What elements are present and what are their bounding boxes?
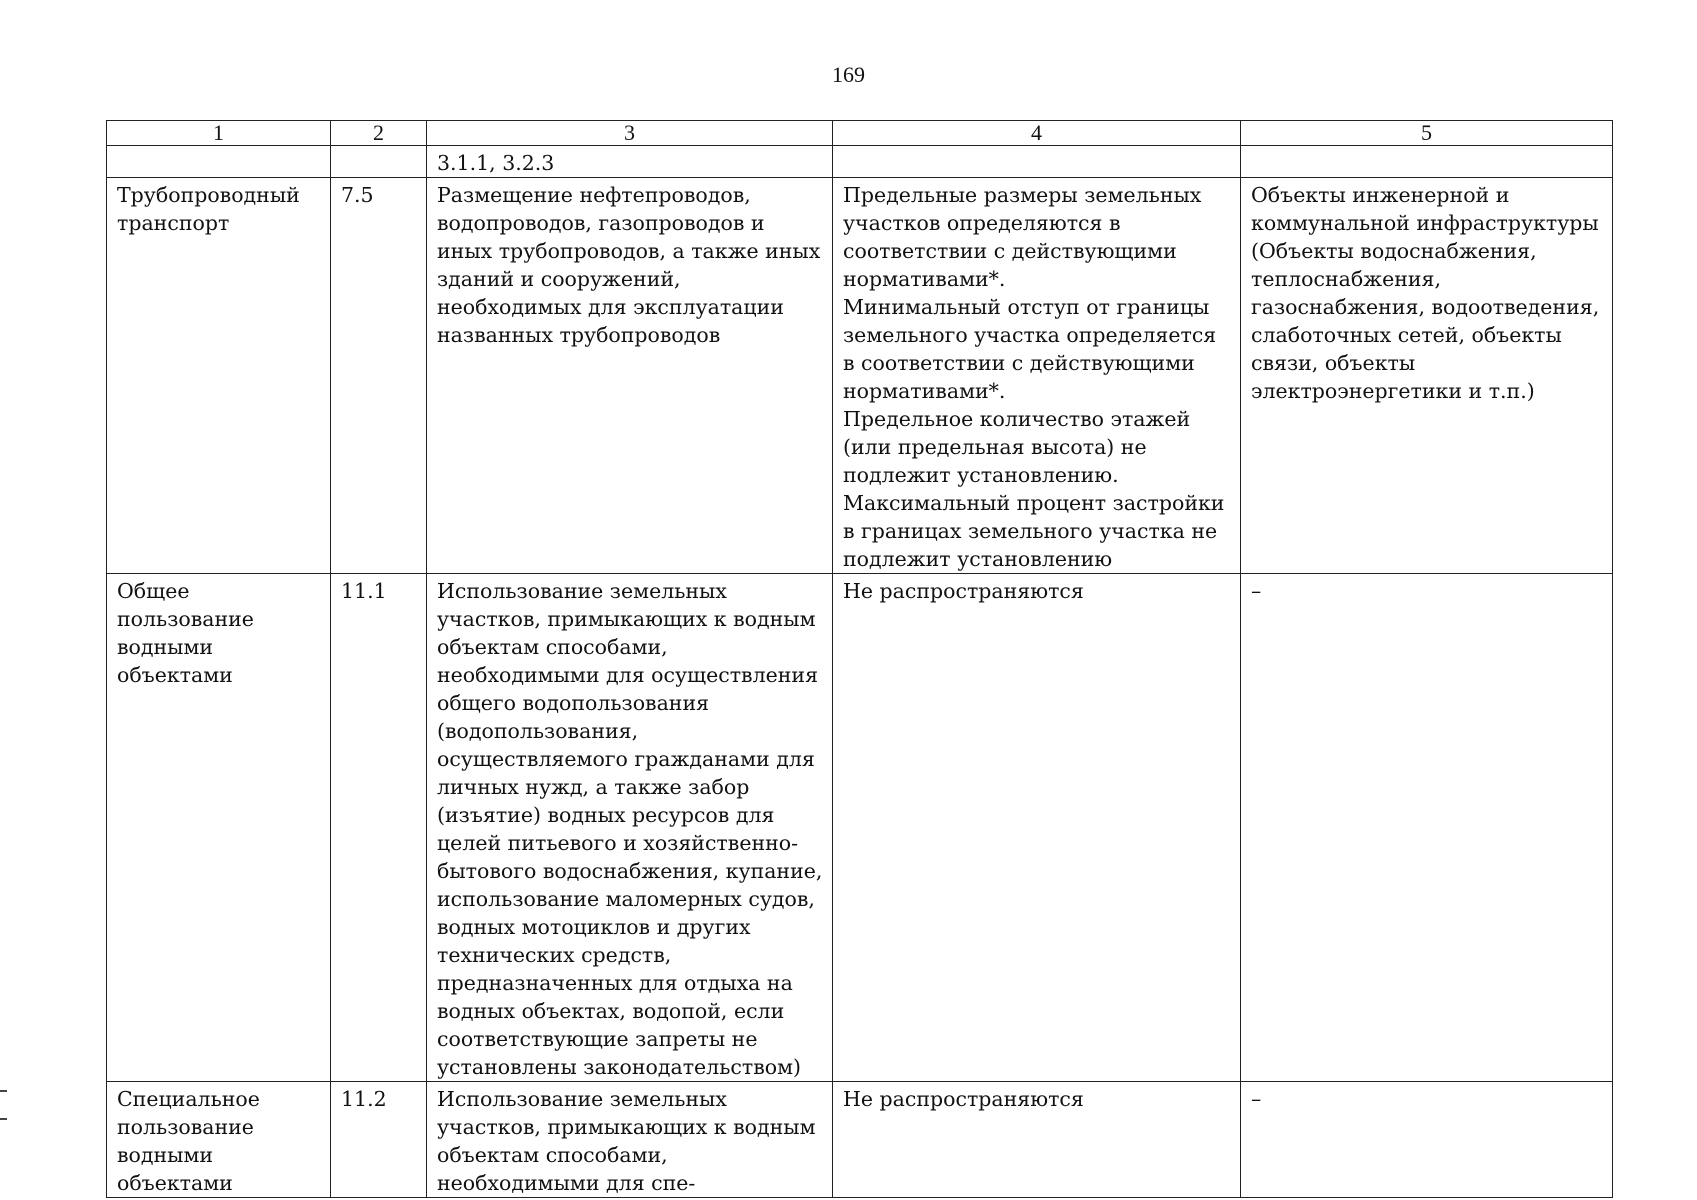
- use-type-code: 11.1: [331, 574, 427, 1082]
- parameter-line: Не распространяются: [843, 579, 1084, 603]
- use-type-name: Специальное пользование водными объектами: [107, 1082, 331, 1198]
- parameters-cell: [833, 1082, 1241, 1198]
- page-number: 169: [832, 62, 865, 87]
- use-type-description: Размещение нефтепроводов, водопроводов, газопроводов и иных трубопроводов, а также иных зданий и сооружений, необходимых для эксплуатации названных трубопроводов: [427, 178, 833, 574]
- parameter-line: Предельные размеры земельных участков определяются в соответствии с действующими нормативами*.: [843, 183, 1202, 291]
- table-row: [107, 1082, 1613, 1198]
- margin-tick: [0, 1118, 7, 1120]
- parameters-cell: [833, 574, 1241, 1082]
- parameter-line: Максимальный процент застройки в границах земельного участка не подлежит установлению: [843, 491, 1225, 571]
- use-type-name: Трубопроводный транспорт: [107, 178, 331, 574]
- permitted-objects: –: [1241, 1082, 1613, 1198]
- parameters-cell: [833, 178, 1241, 574]
- parameter-line: Не распространяются: [843, 1087, 1084, 1111]
- use-type-description: Использование земельных участков, примыкающих к водным объектам способами, необходимыми для осуществления общего водопользования (водопользования, осуществляемого гражданами для личных нужд, а также забор (изъятие) водных ресурсов для целей питьевого и хозяйственно-бытового водоснабжения, купание, использование маломерных судов, водных мотоциклов и других технических средств, предназначенных для отдыха на водных объектах, водопой, если соответствующие запреты не установлены законодательством): [427, 574, 833, 1082]
- header-col-3: 3: [427, 121, 833, 146]
- margin-tick: [0, 1090, 7, 1092]
- use-type-code: 11.2: [331, 1082, 427, 1198]
- permitted-objects: –: [1241, 574, 1613, 1082]
- continuation-cell-5: [1241, 146, 1613, 178]
- table-row: [107, 574, 1613, 1082]
- continuation-codes: 3.1.1, 3.2.3: [427, 146, 833, 178]
- parameter-line: Предельное количество этажей (или предельная высота) не подлежит установлению.: [843, 407, 1191, 487]
- land-use-regulations-table: [106, 120, 1613, 1198]
- continuation-cell-1: [107, 146, 331, 178]
- use-type-description: Использование земельных участков, примыкающих к водным объектам способами, необходимыми для спе-: [427, 1082, 833, 1198]
- parameter-line: Минимальный отступ от границы земельного участка определяется в соответствии с действующими нормативами*.: [843, 295, 1217, 403]
- permitted-objects: Объекты инженерной и коммунальной инфраструктуры (Объекты водоснабжения, теплоснабжения, газоснабжения, водоотведения, слаботочных сетей, объекты связи, объекты электроэнергетики и т.п.): [1241, 178, 1613, 574]
- header-col-2: 2: [331, 121, 427, 146]
- header-col-1: 1: [107, 121, 331, 146]
- header-col-4: 4: [833, 121, 1241, 146]
- use-type-code: 7.5: [331, 178, 427, 574]
- use-type-name: Общее пользование водными объектами: [107, 574, 331, 1082]
- continuation-cell-2: [331, 146, 427, 178]
- continuation-row: [107, 146, 1613, 178]
- table-header-row: [107, 121, 1613, 146]
- table-row: [107, 178, 1613, 574]
- header-col-5: 5: [1241, 121, 1613, 146]
- continuation-cell-4: [833, 146, 1241, 178]
